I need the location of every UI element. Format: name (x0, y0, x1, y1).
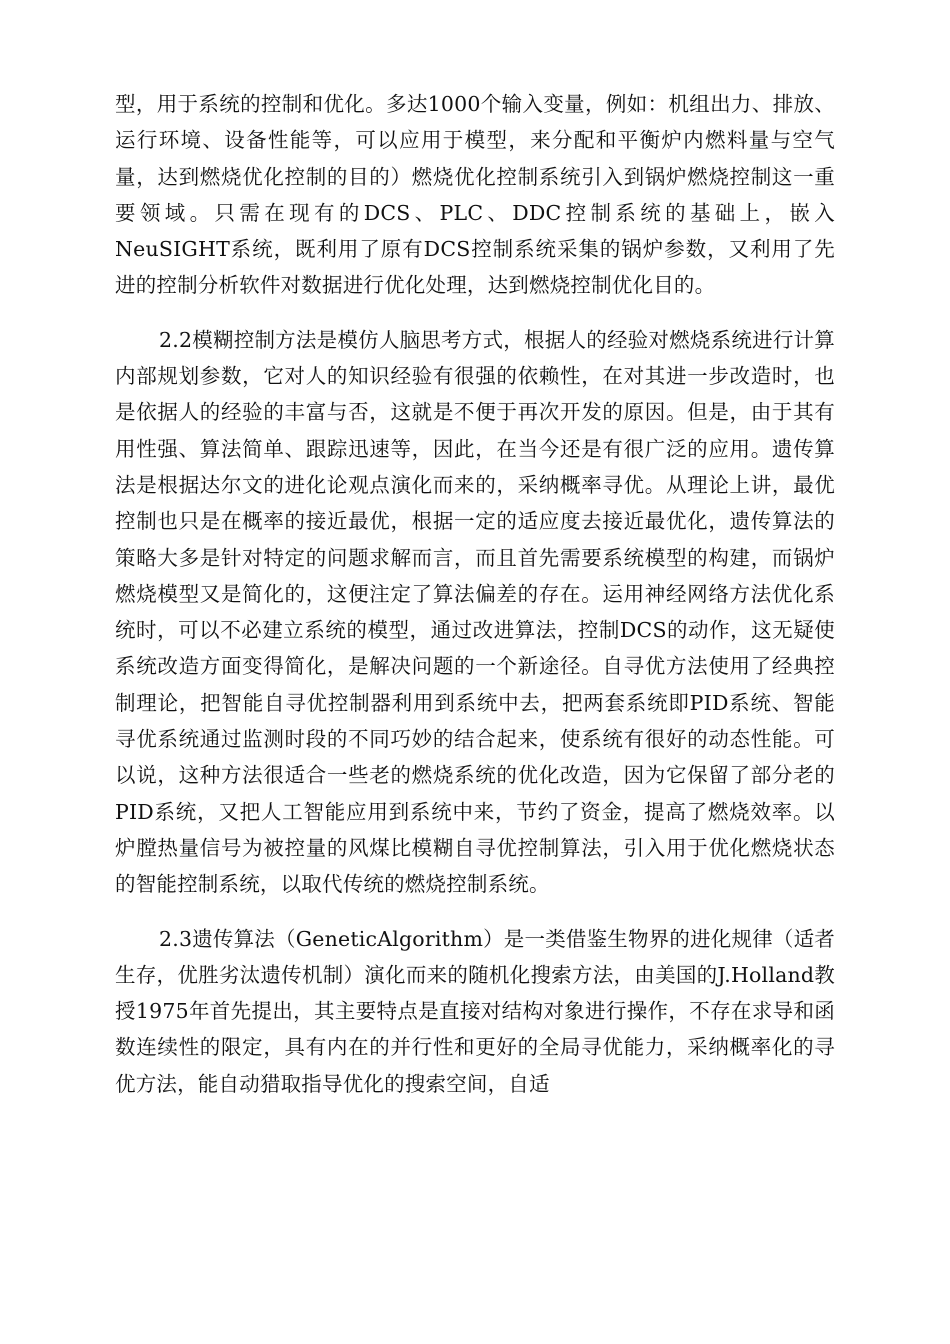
paragraph-spacer (115, 903, 835, 921)
paragraph-3: 2.3遗传算法（GeneticAlgorithm）是一类借鉴生物界的进化规律（适者生存，优胜劣汰遗传机制）演化而来的随机化搜索方法，由美国的J.Holland教授1975年首先提出，其主要特点是直接对结构对象进行操作，不存在求导和函数连续性的限定，具有内在的并行性和更好的全局寻优能力，采纳概率化的寻优方法，能自动猎取指导优化的搜索空间，自适 (115, 926, 835, 1096)
document-page (115, 86, 835, 1102)
paragraph-1: 型，用于系统的控制和优化。多达1000个输入变量，例如：机组出力、排放、运行环境、设备性能等，可以应用于模型，来分配和平衡炉内燃料量与空气量，达到燃烧优化控制的目的）燃烧优化控制系统引入到锅炉燃烧控制这一重要领域。只需在现有的DCS、PLC、DDC控制系统的基础上，嵌入NeuSIGHT系统，既利用了原有DCS控制系统采集的锅炉参数，又利用了先进的控制分析软件对数据进行优化处理，达到燃烧控制优化目的。 (115, 92, 835, 298)
paragraph-spacer (115, 304, 835, 322)
paragraph-2: 2.2模糊控制方法是模仿人脑思考方式，根据人的经验对燃烧系统进行计算内部规划参数，它对人的知识经验有很强的依赖性，在对其进一步改造时，也是依据人的经验的丰富与否，这就是不便于再次开发的原因。但是，由于其有用性强、算法简单、跟踪迅速等，因此，在当今还是有很广泛的应用。遗传算法是根据达尔文的进化论观点演化而来的，采纳概率寻优。从理论上讲，最优控制也只是在概率的接近最优，根据一定的适应度去接近最优化，遗传算法的策略大多是针对特定的问题求解而言，而且首先需要系统模型的构建，而锅炉燃烧模型又是简化的，这便注定了算法偏差的存在。运用神经网络方法优化系统时，可以不必建立系统的模型，通过改进算法，控制DCS的动作，这无疑使系统改造方面变得简化，是解决问题的一个新途径。自寻优方法使用了经典控制理论，把智能自寻优控制器利用到系统中去，把两套系统即PID系统、智能寻优系统通过监测时段的不同巧妙的结合起来，使系统有很好的动态性能。可以说，这种方法很适合一些老的燃烧系统的优化改造，因为它保留了部分老的PID系统，又把人工智能应用到系统中来，节约了资金，提高了燃烧效率。以炉膛热量信号为被控量的风煤比模糊自寻优控制算法，引入用于优化燃烧状态的智能控制系统，以取代传统的燃烧控制系统。 (115, 327, 835, 897)
